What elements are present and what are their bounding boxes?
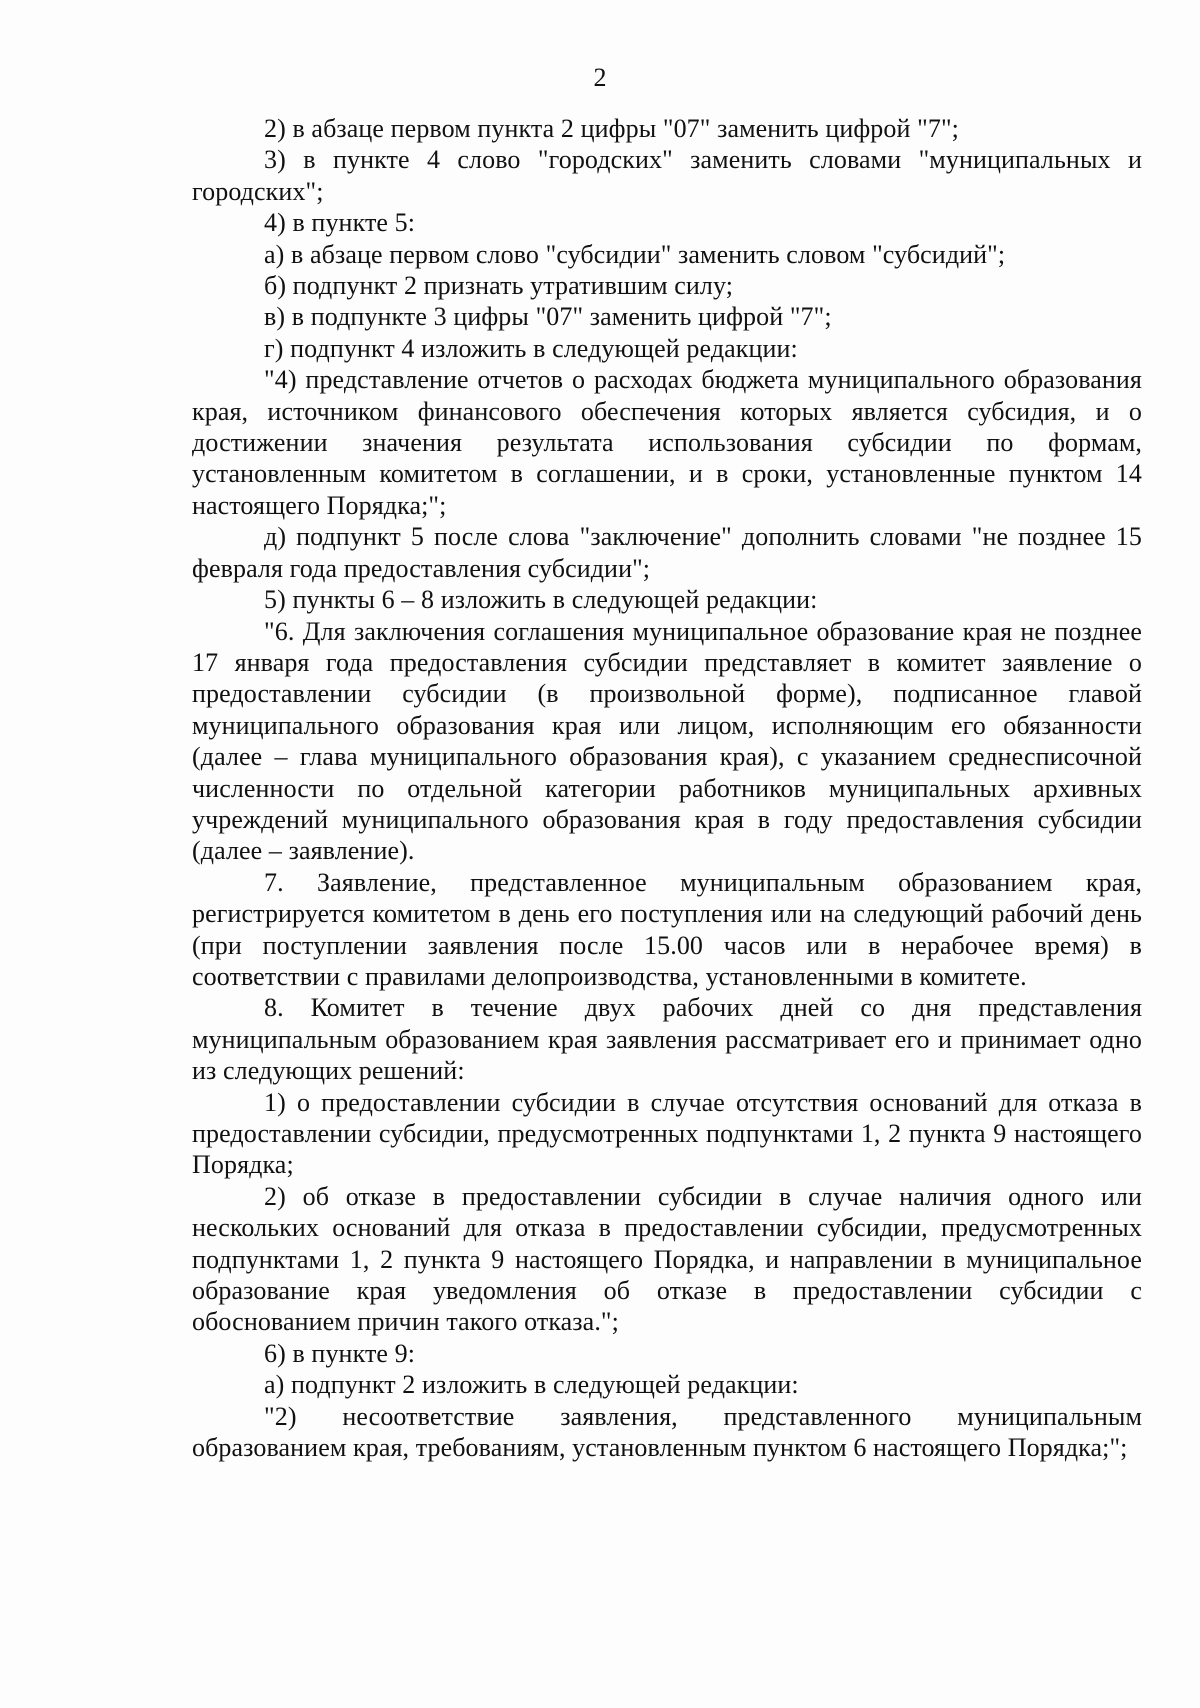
paragraph: "6. Для заключения соглашения муниципальное образование края не позднее 17 января года предоставления субсидии представляет в комитет заявление о предоставлении субсидии (в произвольной форме), подписанное главой муниципального образования края или лицом, исполняющим его обязанности (далее – глава муниципального образования края), с указанием среднесписочной численности по отдельной категории работников муниципальных архивных учреждений муниципального образования края в году предоставления субсидии (далее – заявление).: [192, 616, 1142, 866]
paragraph: в) в подпункте 3 цифры "07" заменить цифрой "7";: [264, 302, 832, 332]
paragraph: д) подпункт 5 после слова "заключение" дополнить словами "не позднее 15 февраля года предоставления субсидии";: [192, 522, 1142, 583]
paragraph: 3) в пункте 4 слово "городских" заменить словами "муниципальных и городских";: [192, 145, 1142, 206]
paragraph: 5) пункты 6 – 8 изложить в следующей редакции:: [264, 585, 818, 615]
document-body: [192, 113, 1142, 1463]
paragraph: 1) о предоставлении субсидии в случае отсутствия оснований для отказа в предоставлении субсидии, предусмотренных подпунктами 1, 2 пункта 9 настоящего Порядка;: [192, 1087, 1142, 1180]
paragraph: 7. Заявление, представленное муниципальным образованием края, регистрируется комитетом в день его поступления или на следующий рабочий день (при поступлении заявления после 15.00 часов или в нерабочее время) в соответствии с правилами делопроизводства, установленными в комитете.: [192, 867, 1142, 991]
paragraph: 2) в абзаце первом пункта 2 цифры "07" заменить цифрой "7";: [264, 114, 959, 143]
paragraph: "4) представление отчетов о расходах бюджета муниципального образования края, источником финансового обеспечения которых является субсидия, и о достижении значения результата использования субсидии по формам, установленным комитетом в соглашении, и в сроки, установленные пунктом 14 настоящего Порядка;";: [192, 365, 1142, 520]
paragraph: 6) в пункте 9:: [264, 1338, 416, 1368]
paragraph: а) подпункт 2 изложить в следующей редакции:: [264, 1370, 799, 1400]
paragraph: б) подпункт 2 признать утратившим силу;: [264, 271, 734, 301]
paragraph: а) в абзаце первом слово "субсидии" заменить словом "субсидий";: [264, 239, 1006, 269]
paragraph: 4) в пункте 5:: [264, 208, 416, 238]
paragraph: 8. Комитет в течение двух рабочих дней со дня представления муниципальным образованием края заявления рассматривает его и принимает одно из следующих решений:: [192, 993, 1142, 1086]
paragraph: 2) об отказе в предоставлении субсидии в случае наличия одного или нескольких оснований для отказа в предоставлении субсидии, предусмотренных подпунктами 1, 2 пункта 9 настоящего Порядка, и направлении в муниципальное образование края уведомления об отказе в предоставлении субсидии с обоснованием причин такого отказа.";: [192, 1181, 1142, 1337]
paragraph: г) подпункт 4 изложить в следующей редакции:: [264, 333, 798, 363]
page-number: 2: [593, 63, 607, 92]
paragraph: "2) несоответствие заявления, представленного муниципальным образованием края, требованиям, установленным пунктом 6 настоящего Порядка;";: [192, 1401, 1142, 1463]
